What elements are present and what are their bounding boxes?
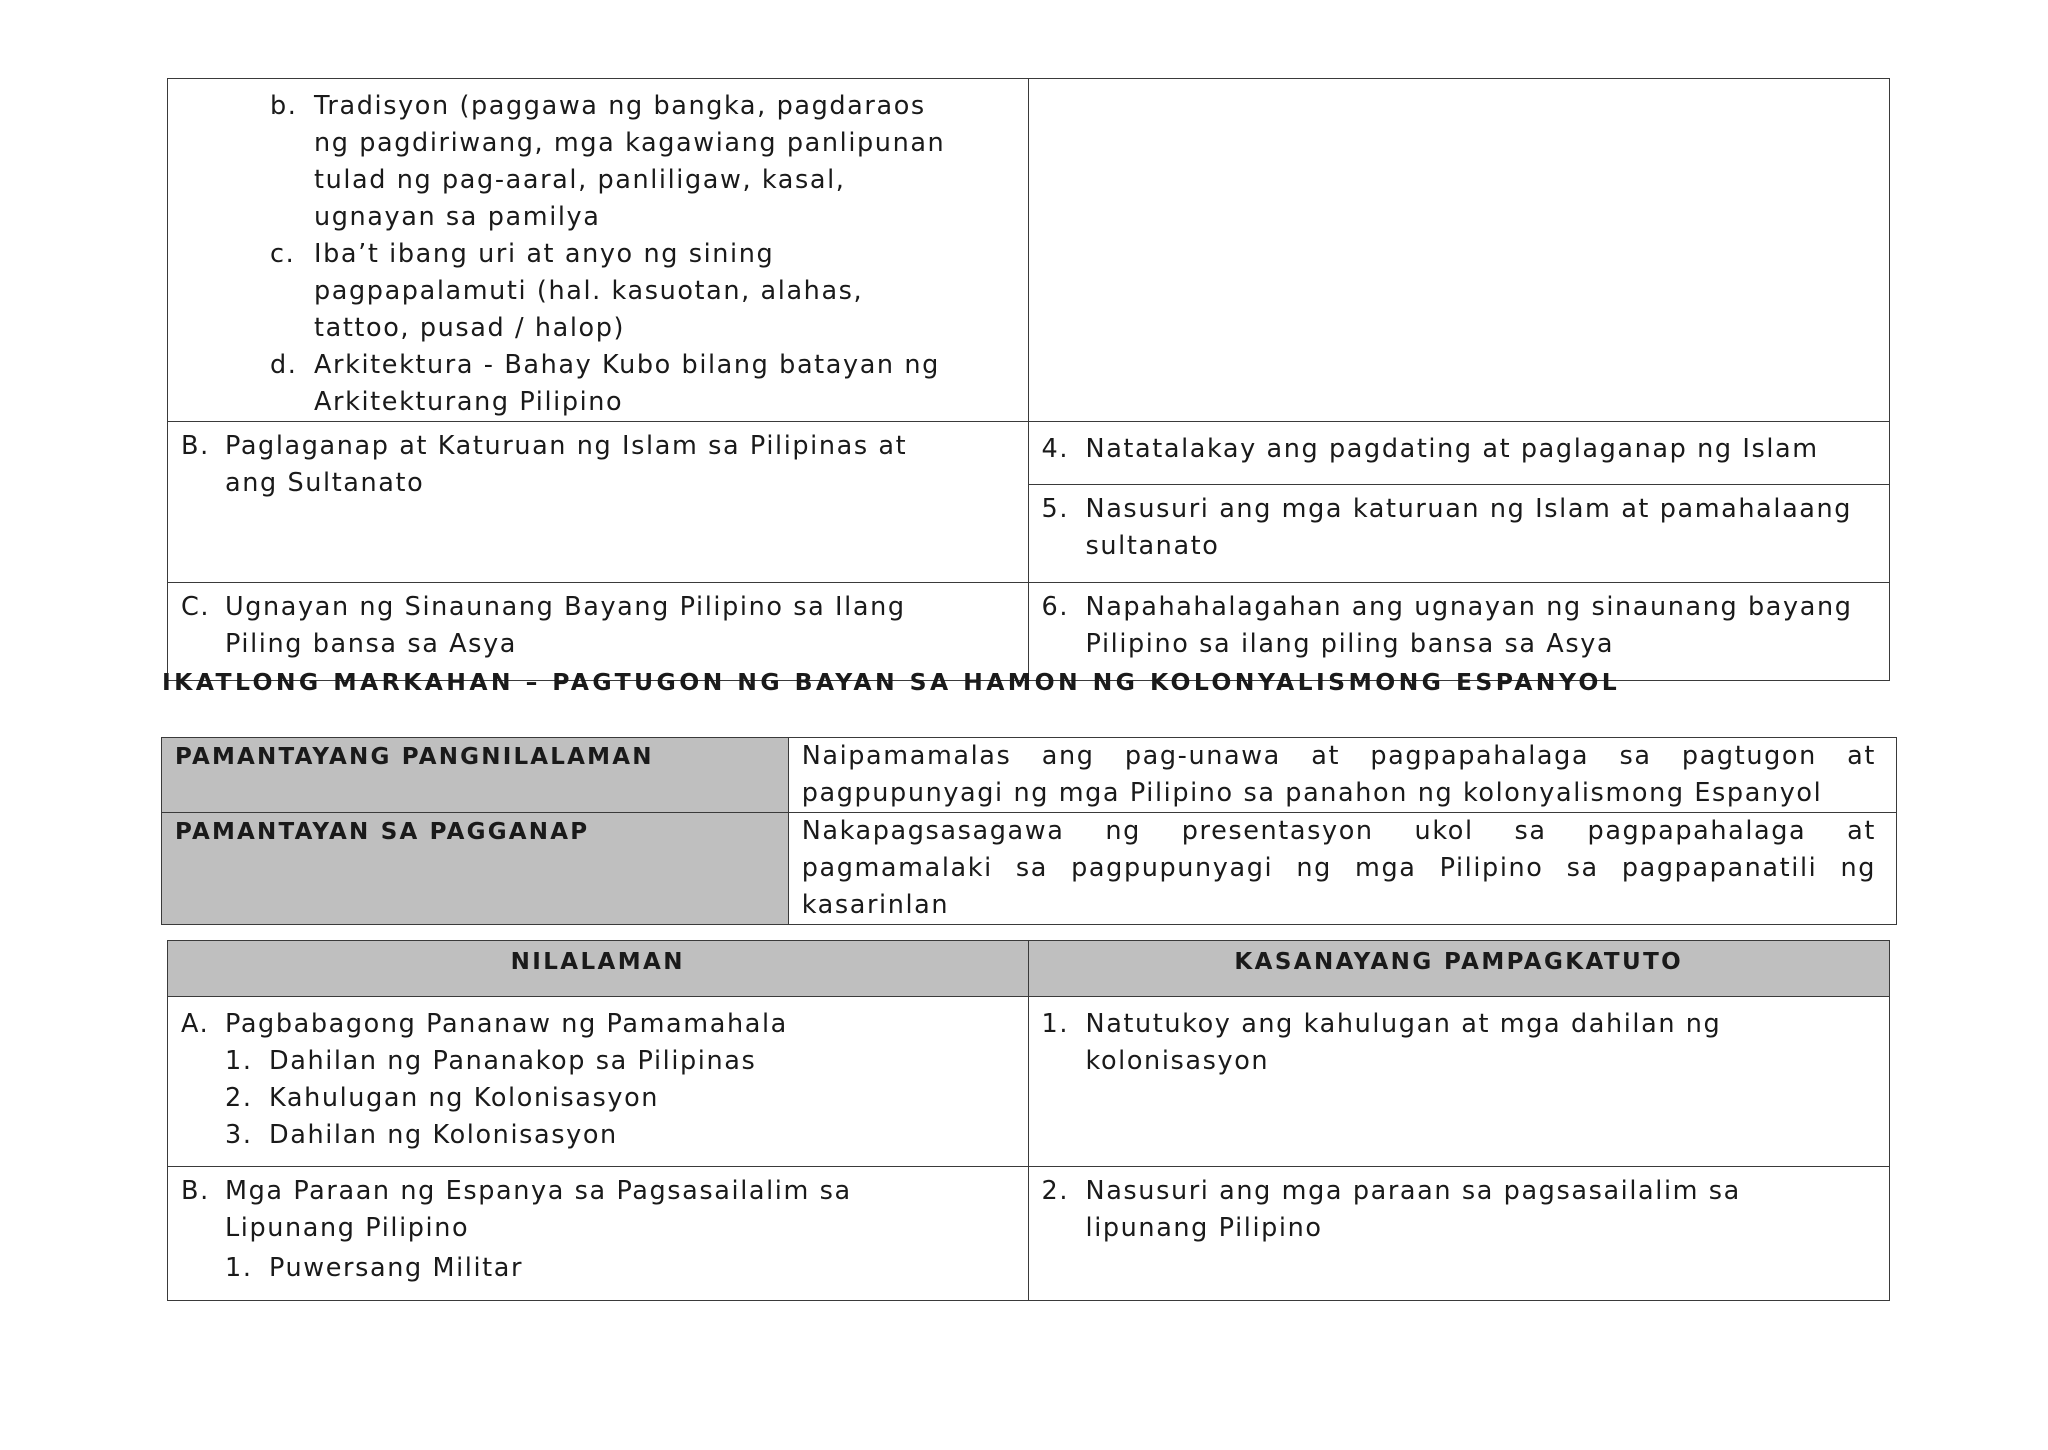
skill-item: 6. Napahahalagahan ang ugnayan ng sinaunang bayang Pilipino sa ilang piling bansa sa Asya [1041,592,1853,659]
skill-item: 5. Nasusuri ang mga katuruan ng Islam at pamahalaang sultanato [1041,494,1853,561]
list-item: 1. Dahilan ng Pananakop sa Pilipinas [225,1046,757,1076]
skill-cell [1028,1167,1889,1301]
list-item: b. Tradisyon (paggawa ng bangka, pagdaraos ng pagdiriwang, mga kagawiang panlipunan tulad ng pag-aaral, panliligaw, kasal, ugnayan sa pamilya [270,91,946,232]
skill-item: 4. Natatalakay ang pagdating at paglaganap ng Islam [1041,434,1819,464]
competency-table [167,940,1890,1301]
skill-item: 1. Natutukoy ang kahulugan at mga dahilan ng kolonisasyon [1041,1009,1722,1076]
content-cell [168,583,1029,681]
skill-cell [1028,997,1889,1167]
performance-standard-label: PAMANTAYAN SA PAGGANAP [162,813,789,925]
content-cell [168,997,1029,1167]
table-row [168,79,1890,422]
section-heading: IKATLONG MARKAHAN – PAGTUGON NG BAYAN SA HAMON NG KOLONYALISMONG ESPANYOL [162,668,1621,696]
table-row [168,1167,1890,1301]
content-standard-label: PAMANTAYANG PANGNILALAMAN [162,738,789,813]
content-item: B. Paglaganap at Katuruan ng Islam sa Pilipinas at ang Sultanato [181,431,908,498]
content-standard-text: Naipamamalas ang pag-unawa at pagpapahalaga sa pagtugon at pagpupunyagi ng mga Pilipino sa panahon ng kolonyalismong Espanyol [788,738,1896,813]
content-item: A. Pagbabagong Pananaw ng Pamamahala [181,1009,788,1039]
content-cell [168,1167,1029,1301]
skill-cell [1028,583,1889,681]
content-table-continued [167,78,1890,681]
table-row [168,422,1890,485]
content-item: B. Mga Paraan ng Espanya sa Pagsasailalim sa Lipunang Pilipino [181,1176,852,1243]
table-row [168,583,1890,681]
table-row [168,997,1890,1167]
skill-cell [1028,485,1889,583]
skill-item: 2. Nasusuri ang mga paraan sa pagsasailalim sa lipunang Pilipino [1041,1176,1741,1243]
list-item: 3. Dahilan ng Kolonisasyon [225,1120,618,1150]
list-item: c. Iba’t ibang uri at anyo ng sining pagpapalamuti (hal. kasuotan, alahas, tattoo, pusad / halop) [270,239,864,343]
skill-cell [1028,79,1889,422]
skill-cell [1028,422,1889,485]
column-header-nilalaman: NILALAMAN [168,941,1029,997]
standards-table [161,737,1897,925]
table-header-row [168,941,1890,997]
column-header-kasanayan: KASANAYANG PAMPAGKATUTO [1028,941,1889,997]
table-row [162,813,1897,925]
table-row [162,738,1897,813]
content-cell [168,79,1029,422]
content-item: C. Ugnayan ng Sinaunang Bayang Pilipino sa Ilang Piling bansa sa Asya [181,592,906,659]
performance-standard-text: Nakapagsasagawa ng presentasyon ukol sa pagpapahalaga at pagmamalaki sa pagpupunyagi ng mga Pilipino sa pagpapanatili ng kasarinlan [788,813,1896,925]
list-item: 2. Kahulugan ng Kolonisasyon [225,1083,660,1113]
content-cell [168,422,1029,583]
list-item: 1. Puwersang Militar [225,1253,524,1283]
list-item: d. Arkitektura - Bahay Kubo bilang batayan ng Arkitekturang Pilipino [270,350,940,417]
